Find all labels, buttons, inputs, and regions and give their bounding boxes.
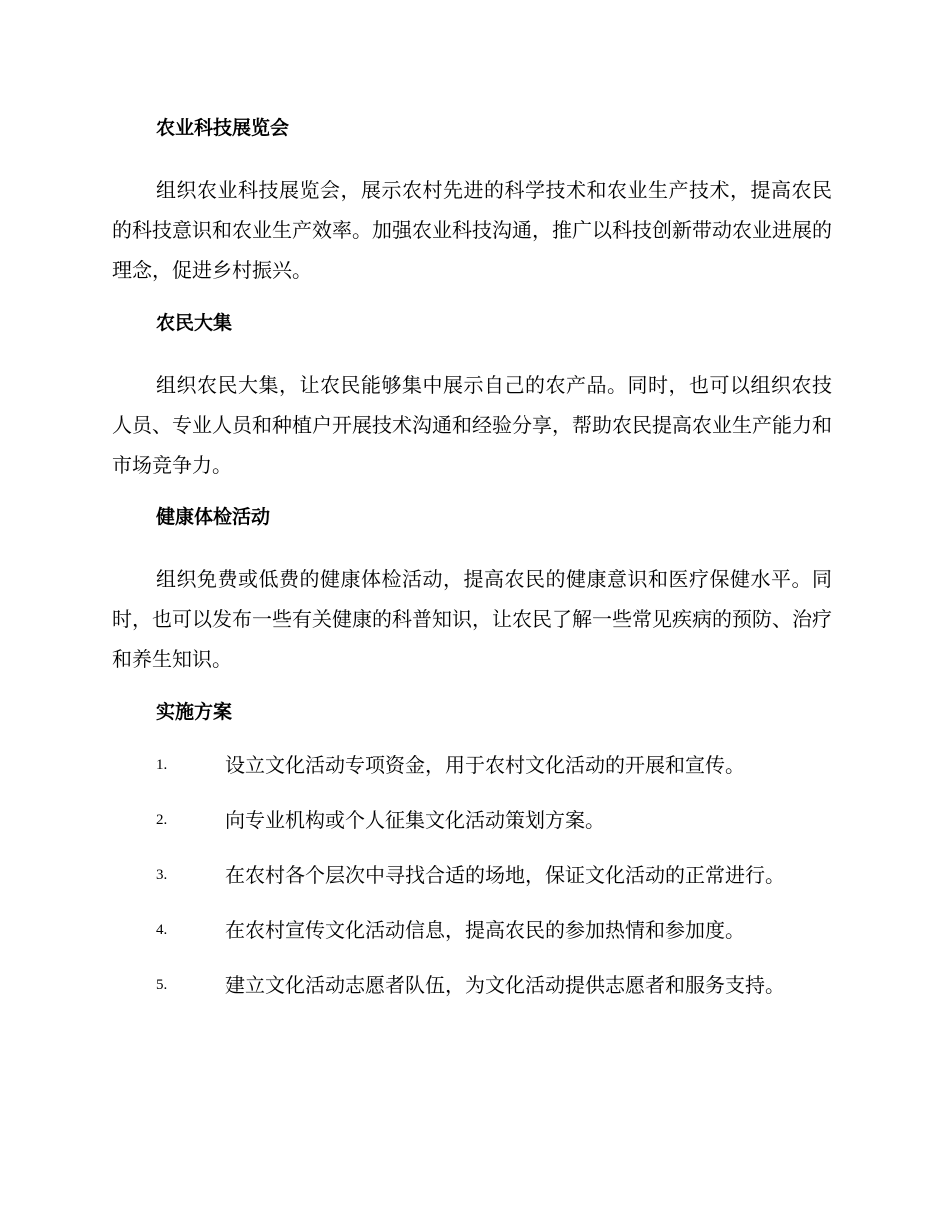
- section-heading: 农民大集: [156, 312, 233, 334]
- list-item: [112, 910, 832, 965]
- implementation-list: [112, 745, 832, 1020]
- section-heading: 农业科技展览会: [156, 117, 290, 139]
- list-item-number: 5.: [156, 977, 168, 993]
- section-heading: 实施方案: [156, 701, 233, 723]
- section-implementation-plan: [112, 700, 832, 724]
- section-paragraph: 组织免费或低费的健康体检活动，提高农民的健康意识和医疗保健水平。同时，也可以发布一些有关健康的科普知识，让农民了解一些常见疾病的预防、治疗和养生知识。: [112, 567, 832, 671]
- list-item-text: 建立文化活动志愿者队伍，为文化活动提供志愿者和服务支持。: [225, 973, 785, 997]
- list-item: [112, 855, 832, 910]
- section-farmers-market: [112, 311, 832, 485]
- list-item: [112, 965, 832, 1020]
- list-item-number: 4.: [156, 922, 168, 938]
- list-item-number: 2.: [156, 812, 168, 828]
- section-health-checkup: [112, 505, 832, 679]
- list-item-text: 向专业机构或个人征集文化活动策划方案。: [225, 808, 605, 832]
- list-item-text: 设立文化活动专项资金，用于农村文化活动的开展和宣传。: [225, 753, 745, 777]
- list-item-number: 3.: [156, 867, 168, 883]
- list-item-number: 1.: [156, 757, 168, 773]
- section-paragraph: 组织农民大集，让农民能够集中展示自己的农产品。同时，也可以组织农技人员、专业人员和种植户开展技术沟通和经验分享，帮助农民提高农业生产能力和市场竞争力。: [112, 373, 832, 477]
- section-paragraph: 组织农业科技展览会，展示农村先进的科学技术和农业生产技术，提高农民的科技意识和农业生产效率。加强农业科技沟通，推广以科技创新带动农业进展的理念，促进乡村振兴。: [112, 178, 832, 282]
- list-item-text: 在农村宣传文化活动信息，提高农民的参加热情和参加度。: [225, 918, 745, 942]
- list-item: [112, 745, 832, 800]
- list-item: [112, 800, 832, 855]
- section-agri-tech-expo: [112, 116, 832, 290]
- section-heading: 健康体检活动: [156, 506, 271, 528]
- list-item-text: 在农村各个层次中寻找合适的场地，保证文化活动的正常进行。: [225, 863, 785, 887]
